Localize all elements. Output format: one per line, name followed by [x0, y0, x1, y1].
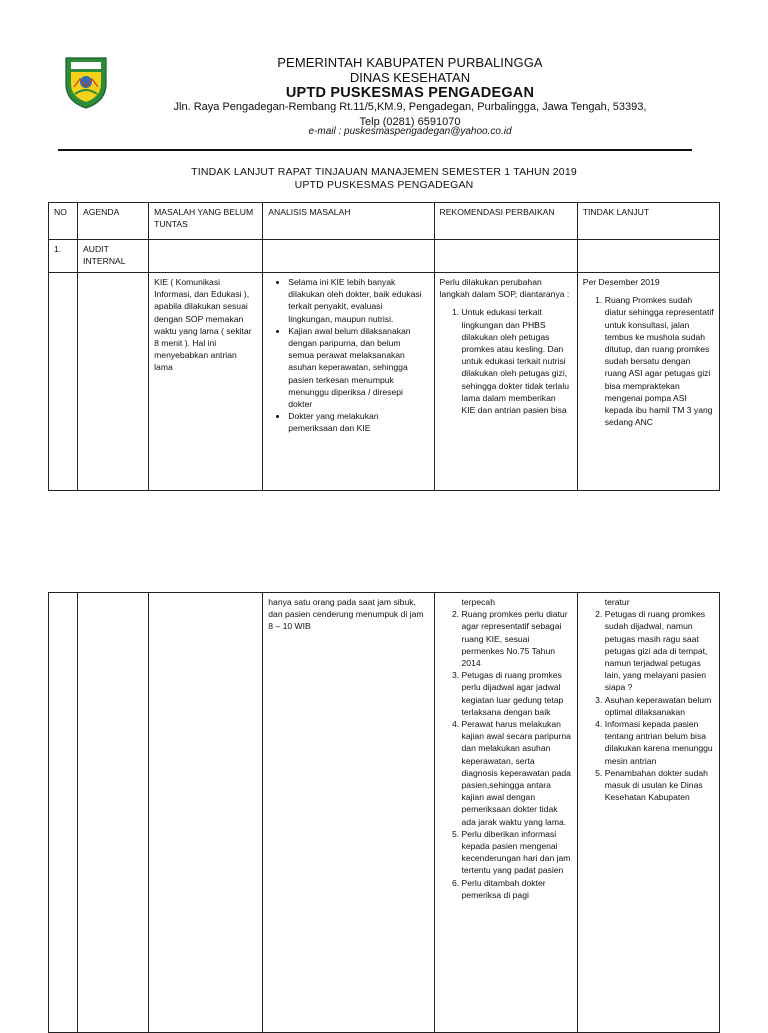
cell-rekomendasi — [434, 273, 577, 491]
letterhead-institution: UPTD PUSKESMAS PENGADEGAN — [285, 85, 535, 101]
cell-tindak-lanjut — [577, 273, 719, 491]
header-rekomendasi: REKOMENDASI PERBAIKAN — [434, 203, 577, 240]
list-item: • Dokter yang melakukan pemeriksaan dan KIE — [288, 410, 428, 434]
list-item: 4. Perawat harus melakukan kajian awal secara paripurna dan melakukan asuhan keperawatan, serta diagnosis keperawatan pada pasien,sehingga antara kajian awal dengan pemeriksaan dokter tidak ada jarak waktu yang lama. — [462, 718, 572, 828]
table-row — [49, 593, 720, 1033]
document-title: TINDAK LANJUT RAPAT TINJAUAN MANAJEMEN SEMESTER 1 TAHUN 2019 — [191, 166, 577, 178]
header-analisis: ANALISIS MASALAH — [263, 203, 434, 240]
list-item: • Selama ini KIE lebih banyak dilakukan oleh dokter, baik edukasi terkait penyakit, evaluasi lingkungan, maupun nutrisi. — [288, 276, 428, 325]
table-row — [49, 273, 720, 491]
list-item: 2. Petugas di ruang promkes sudah dijadwal, namun petugas masih ragu saat petugas gizi ada di tempat, namun terjadwal petugas lain, yang melayani pasien siapa ? — [605, 608, 714, 693]
table-header-row — [49, 203, 720, 240]
letterhead-divider — [58, 149, 692, 151]
cell-analisis-cont: hanya satu orang pada saat jam sibuk, dan pasien cenderung menumpuk di jam 8 – 10 WIB — [263, 593, 434, 1033]
regency-emblem-icon — [62, 54, 110, 110]
letterhead-department: DINAS KESEHATAN — [349, 70, 471, 85]
analisis-list — [268, 276, 428, 435]
list-item: 3. Petugas di ruang promkes perlu dijadwal agar jadwal kegiatan luar gedung tetap terlaksana dengan baik — [462, 669, 572, 718]
rekomendasi-list — [440, 608, 572, 901]
table-row — [49, 240, 720, 273]
tindak-continued: teratur — [604, 597, 630, 607]
cell-no: 1. — [49, 240, 78, 273]
tindak-intro: Per Desember 2019 — [582, 277, 660, 287]
cell-agenda: AUDIT INTERNAL — [78, 240, 149, 273]
rekomendasi-continued: terpecah — [461, 597, 495, 607]
tindak-list — [583, 608, 714, 803]
list-item: 6. Perlu ditambah dokter pemeriksa di pagi — [462, 877, 572, 901]
header-agenda: AGENDA — [78, 203, 149, 240]
letterhead-phone: Telp (0281) 6591070 — [359, 116, 461, 128]
rekomendasi-intro: Perlu dilakukan perubahan langkah dalam SOP, diantaranya : — [439, 277, 570, 300]
follow-up-table-continued — [48, 592, 720, 1033]
list-item: • Kajian awal belum dilaksanakan dengan paripurna, dan belum semua perawat melaksanakan asuhan keperawatan, sehingga pasien terkesan menumpuk menunggu diperiksa / diresepi dokter — [288, 325, 428, 410]
cell-tindak-lanjut-cont — [577, 593, 719, 1033]
list-item: 2. Ruang promkes perlu diatur agar representatif sebagai ruang KIE, sesuai permenkes No.75 Tahun 2014 — [462, 608, 572, 669]
follow-up-table — [48, 202, 720, 491]
cell-analisis — [263, 273, 434, 491]
header-masalah: MASALAH YANG BELUM TUNTAS — [149, 203, 263, 240]
letterhead-government: PEMERINTAH KABUPATEN PURBALINGGA — [277, 55, 543, 70]
header-tindak-lanjut: TINDAK LANJUT — [577, 203, 719, 240]
list-item: 5. Perlu diberikan informasi kepada pasien mengenai kecenderungan hari dan jam tertentu yang padat pasien — [462, 828, 572, 877]
list-item: 1. Untuk edukasi terkait lingkungan dan PHBS dilakukan oleh petugas promkes atau kesling. Dan untuk edukasi terkait nutrisi dilakukan oleh petugas gizi, sehingga dokter tidak terlalu lama dalam memberikan KIE dan antrian pasien bisa — [462, 306, 572, 416]
tindak-list — [583, 294, 714, 428]
list-item: 5. Penambahan dokter sudah masuk di usulan ke Dinas Kesehatan Kabupaten — [605, 767, 714, 804]
letterhead-email: e-mail : puskesmaspengadegan@yahoo.co.id — [308, 126, 512, 137]
cell-masalah: KIE ( Komunikasi Informasi, dan Edukasi ), apabila dilakukan sesuai dengan SOP memakan waktu yang lama ( sekitar 8 menit ). Hal ini menyebabkan antrian lama — [149, 273, 263, 491]
rekomendasi-list — [440, 306, 572, 416]
header-no: NO — [49, 203, 78, 240]
cell-rekomendasi-cont — [434, 593, 577, 1033]
list-item: 4. Informasi kepada pasien tentang antrian belum bisa dilakukan karena menunggu mesin antrian — [605, 718, 714, 767]
list-item: 1. Ruang Promkes sudah diatur sehingga representatif untuk konsultasi, jalan tembus ke mushola sudah ditutup, dan ruang promkes sudah bersatu dengan ruang ASI agar petugas gizi bisa mempraktekan mengenai pompa ASI kepada ibu hamil TM 3 yang sedang ANC — [605, 294, 714, 428]
list-item: 3. Asuhan keperawatan belum optimal dilaksanakan — [605, 694, 714, 718]
document-subtitle: UPTD PUSKESMAS PENGADEGAN — [294, 179, 474, 191]
letterhead-address: Jln. Raya Pengadegan-Rembang Rt.11/5,KM.9, Pengadegan, Purbalingga, Jawa Tengah, 53393, — [173, 101, 647, 113]
